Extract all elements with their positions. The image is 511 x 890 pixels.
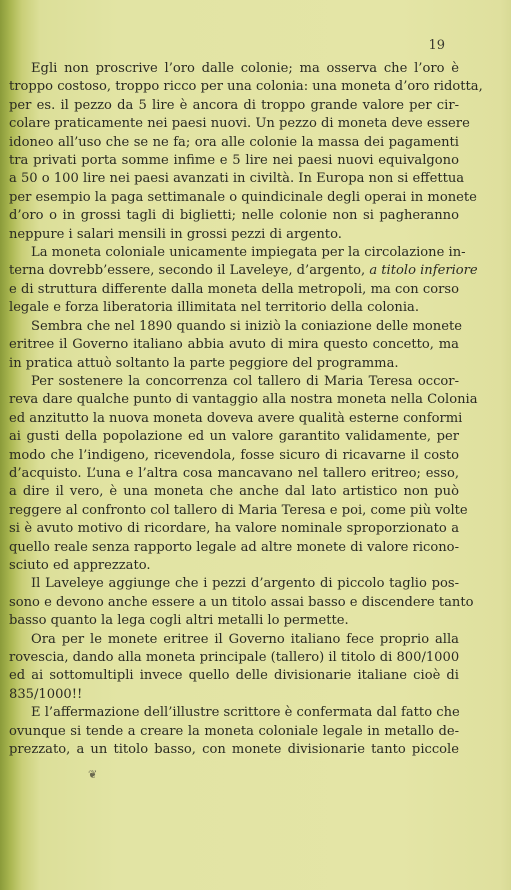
text-line: reva dare qualche punto di vantaggio alla nostra moneta nella Colonia bbox=[9, 392, 478, 408]
text-line: Sembra che nel 1890 quando si iniziò la coniazione delle monete bbox=[31, 318, 462, 334]
text-line: prezzato, a un titolo basso, con monete divisionarie tanto piccole bbox=[9, 742, 459, 758]
text-line: sciuto ed apprezzato. bbox=[9, 557, 151, 573]
text-line: troppo costoso, troppo ricco per una colonia: una moneta d’oro ridotta, bbox=[9, 79, 483, 95]
text-line: eritree il Governo italiano abbia avuto di mira questo concetto, ma bbox=[9, 337, 459, 353]
text-line: modo che l’indigeno, ricevendola, fosse sicuro di ricavarne il costo bbox=[9, 447, 459, 463]
text-line: Il Laveleye aggiunge che i pezzi d’argento di piccolo taglio pos- bbox=[31, 576, 459, 592]
body-text bbox=[9, 60, 483, 759]
text-line: rovescia, dando alla moneta principale (tallero) il titolo di 800/1000 bbox=[9, 650, 460, 665]
text-line: a 50 o 100 lire nei paesi avanzati in civiltà. In Europa non si effettua bbox=[9, 171, 465, 187]
text-line: reggere al confronto col tallero di Maria Teresa e poi, come più volte bbox=[9, 502, 468, 518]
text-line: a dire il vero, è una moneta che anche dal lato artistico non può bbox=[9, 484, 459, 500]
text-line: sono e devono anche essere a un titolo assai basso e discendere tanto bbox=[9, 594, 474, 610]
text-line: La moneta coloniale unicamente impiegata per la circolazione in- bbox=[31, 245, 466, 261]
text-line: Egli non proscrive l’oro dalle colonie; ma osserva che l’oro è bbox=[31, 61, 459, 76]
text-line: e di struttura differente dalla moneta della metropoli, ma con corso bbox=[9, 281, 459, 297]
text-line: in pratica attuò soltanto la parte peggiore del programma. bbox=[9, 355, 399, 371]
text-line: si è avuto motivo di ricordare, ha valore nominale sproporzionato a bbox=[9, 521, 459, 537]
text-line bbox=[9, 262, 478, 280]
italic-segment: a titolo inferiore bbox=[369, 263, 478, 279]
text-line: quello reale senza rapporto legale ad altre monete di valore ricono- bbox=[9, 539, 459, 555]
text-line: d’acquisto. L’una e l’altra cosa mancavano nel tallero eritreo; esso, bbox=[9, 465, 459, 481]
text-line: idoneo all’uso che se ne fa; ora alle colonie la massa dei pagamenti bbox=[9, 134, 459, 150]
text-line: legale e forza liberatoria illimitata nel territorio della colonia. bbox=[9, 300, 420, 316]
text-line: Per sostenere la concorrenza col tallero di Maria Teresa occor- bbox=[31, 373, 459, 389]
text-line: neppure i salari mensili in grossi pezzi di argento. bbox=[9, 226, 342, 242]
text-line: Ora per le monete eritree il Governo italiano fece proprio alla bbox=[31, 631, 459, 647]
text-line: per es. il pezzo da 5 lire è ancora di troppo grande valore per cir- bbox=[9, 97, 459, 113]
text-line-segment: terna dovrebb’essere, secondo il Laveleye, d’argento, bbox=[9, 263, 370, 279]
text-line: basso quanto la lega cogli altri metalli lo permette. bbox=[9, 613, 349, 629]
text-line: per esempio la paga settimanale o quindicinale degli operai in monete bbox=[9, 189, 477, 205]
page-number: 19 bbox=[428, 38, 445, 53]
text-line: E l’affermazione dell’illustre scrittore è confermata dal fatto che bbox=[31, 705, 460, 721]
text-line: colare praticamente nei paesi nuovi. Un pezzo di moneta deve essere bbox=[9, 116, 470, 132]
printer-ornament-icon: ❦ bbox=[88, 768, 98, 781]
text-line: ed ai sottomultipli invece quello delle divisionarie italiane cioè di bbox=[9, 668, 459, 684]
text-line: ovunque si tende a creare la moneta coloniale legale in metallo de- bbox=[9, 723, 459, 739]
text-line: 835/1000!! bbox=[9, 686, 83, 702]
text-line: ai gusti della popolazione ed un valore garantito validamente, per bbox=[9, 429, 459, 445]
text-line: ed anzitutto la nuova moneta doveva avere qualità esterne conformi bbox=[9, 410, 463, 426]
text-line: d’oro o in grossi tagli di biglietti; nelle colonie non si pagheranno bbox=[9, 208, 459, 224]
text-line: tra privati porta somme infime e 5 lire nei paesi nuovi equivalgono bbox=[9, 153, 459, 169]
